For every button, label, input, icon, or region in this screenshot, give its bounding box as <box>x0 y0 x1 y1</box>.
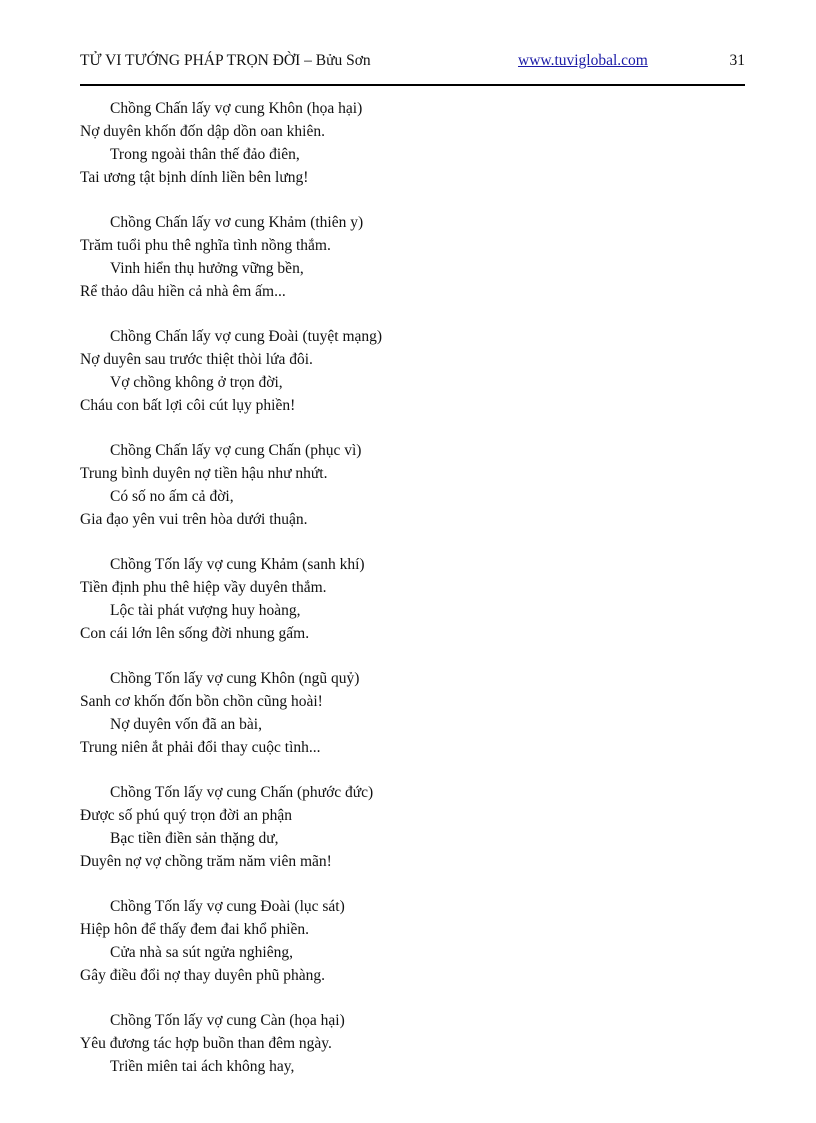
stanza <box>80 97 745 189</box>
verse-line: Cháu con bất lợi côi cút lụy phiền! <box>80 397 296 415</box>
verse-line: Trong ngoài thân thế đảo điên, <box>110 146 300 164</box>
verse-line: Bạc tiền điền sản thặng dư, <box>110 830 279 847</box>
verse-line: Triền miên tai ách không hay, <box>110 1057 295 1075</box>
page-number: 31 <box>729 52 745 69</box>
verse-line: Nợ duyên vốn đã an bài, <box>110 716 262 734</box>
stanza <box>80 1009 745 1078</box>
page-header <box>80 52 745 76</box>
verse-line: Trăm tuổi phu thê nghĩa tình nồng thắm. <box>80 237 331 255</box>
stanza <box>80 781 745 873</box>
verse-line: Tiền định phu thê hiệp vầy duyên thắm. <box>80 578 327 596</box>
stanza <box>80 553 745 645</box>
verse-line: Trung bình duyên nợ tiền hậu như nhứt. <box>80 465 328 482</box>
verse-line: Nợ duyên khốn đốn dập dồn oan khiên. <box>80 123 325 141</box>
verse-line: Trung niên ắt phải đổi thay cuộc tình... <box>80 739 321 757</box>
verse-line: Chồng Tốn lấy vợ cung Càn (họa hại) <box>110 1011 345 1029</box>
verse-line: Chồng Tốn lấy vợ cung Khôn (ngũ quỷ) <box>110 669 360 687</box>
verse-line: Duyên nợ vợ chồng trăm năm viên mãn! <box>80 853 332 871</box>
verse-line: Chồng Tốn lấy vợ cung Khảm (sanh khí) <box>110 555 365 573</box>
verse-line: Tai ương tật bịnh dính liền bên lưng! <box>80 169 309 187</box>
verse-line: Con cái lớn lên sống đời nhung gấm. <box>80 625 310 643</box>
verse-line: Được số phú quý trọn đời an phận <box>80 806 293 824</box>
stanza <box>80 211 745 303</box>
website-link[interactable]: www.tuviglobal.com <box>518 52 648 69</box>
verse-line: Lộc tài phát vượng huy hoàng, <box>110 602 301 620</box>
verse-line: Chồng Chấn lấy vợ cung Chấn (phục vì) <box>110 441 362 459</box>
book-title: TỬ VI TƯỚNG PHÁP TRỌN ĐỜI – Bửu Sơn <box>80 52 371 69</box>
verse-line: Yêu đương tác hợp buồn than đêm ngày. <box>80 1034 332 1052</box>
verse-line: Chồng Tốn lấy vợ cung Đoài (lục sát) <box>110 897 345 915</box>
verse-line: Gia đạo yên vui trên hòa dưới thuận. <box>80 511 308 529</box>
header-divider <box>80 84 745 86</box>
verse-line: Có số no ấm cả đời, <box>110 488 234 506</box>
verse-line: Nợ duyên sau trước thiệt thòi lứa đôi. <box>80 351 313 369</box>
verse-line: Vợ chồng không ở trọn đời, <box>110 374 283 392</box>
stanza <box>80 439 745 531</box>
verse-line: Chồng Tốn lấy vợ cung Chấn (phước đức) <box>110 783 374 801</box>
verse-line: Hiệp hôn để thấy đem đai khổ phiền. <box>80 920 310 938</box>
verse-line: Vinh hiển thụ hưởng vững bền, <box>110 260 304 278</box>
stanza <box>80 325 745 417</box>
verse-line: Sanh cơ khốn đốn bồn chồn cũng hoài! <box>80 692 323 710</box>
verse-line: Rể thảo dâu hiền cả nhà êm ấm... <box>80 283 286 301</box>
verse-line: Chồng Chấn lấy vợ cung Khôn (họa hại) <box>110 100 363 117</box>
stanza <box>80 667 745 759</box>
verse-line: Gây điều đổi nợ thay duyên phũ phàng. <box>80 967 325 985</box>
verse-line: Chồng Chấn lấy vơ cung Khảm (thiên y) <box>110 213 364 231</box>
verse-line: Chồng Chấn lấy vợ cung Đoài (tuyệt mạng) <box>110 327 383 345</box>
stanza <box>80 895 745 987</box>
verse-line: Cửa nhà sa sút ngửa nghiêng, <box>110 943 293 961</box>
poem-body <box>80 97 745 1078</box>
